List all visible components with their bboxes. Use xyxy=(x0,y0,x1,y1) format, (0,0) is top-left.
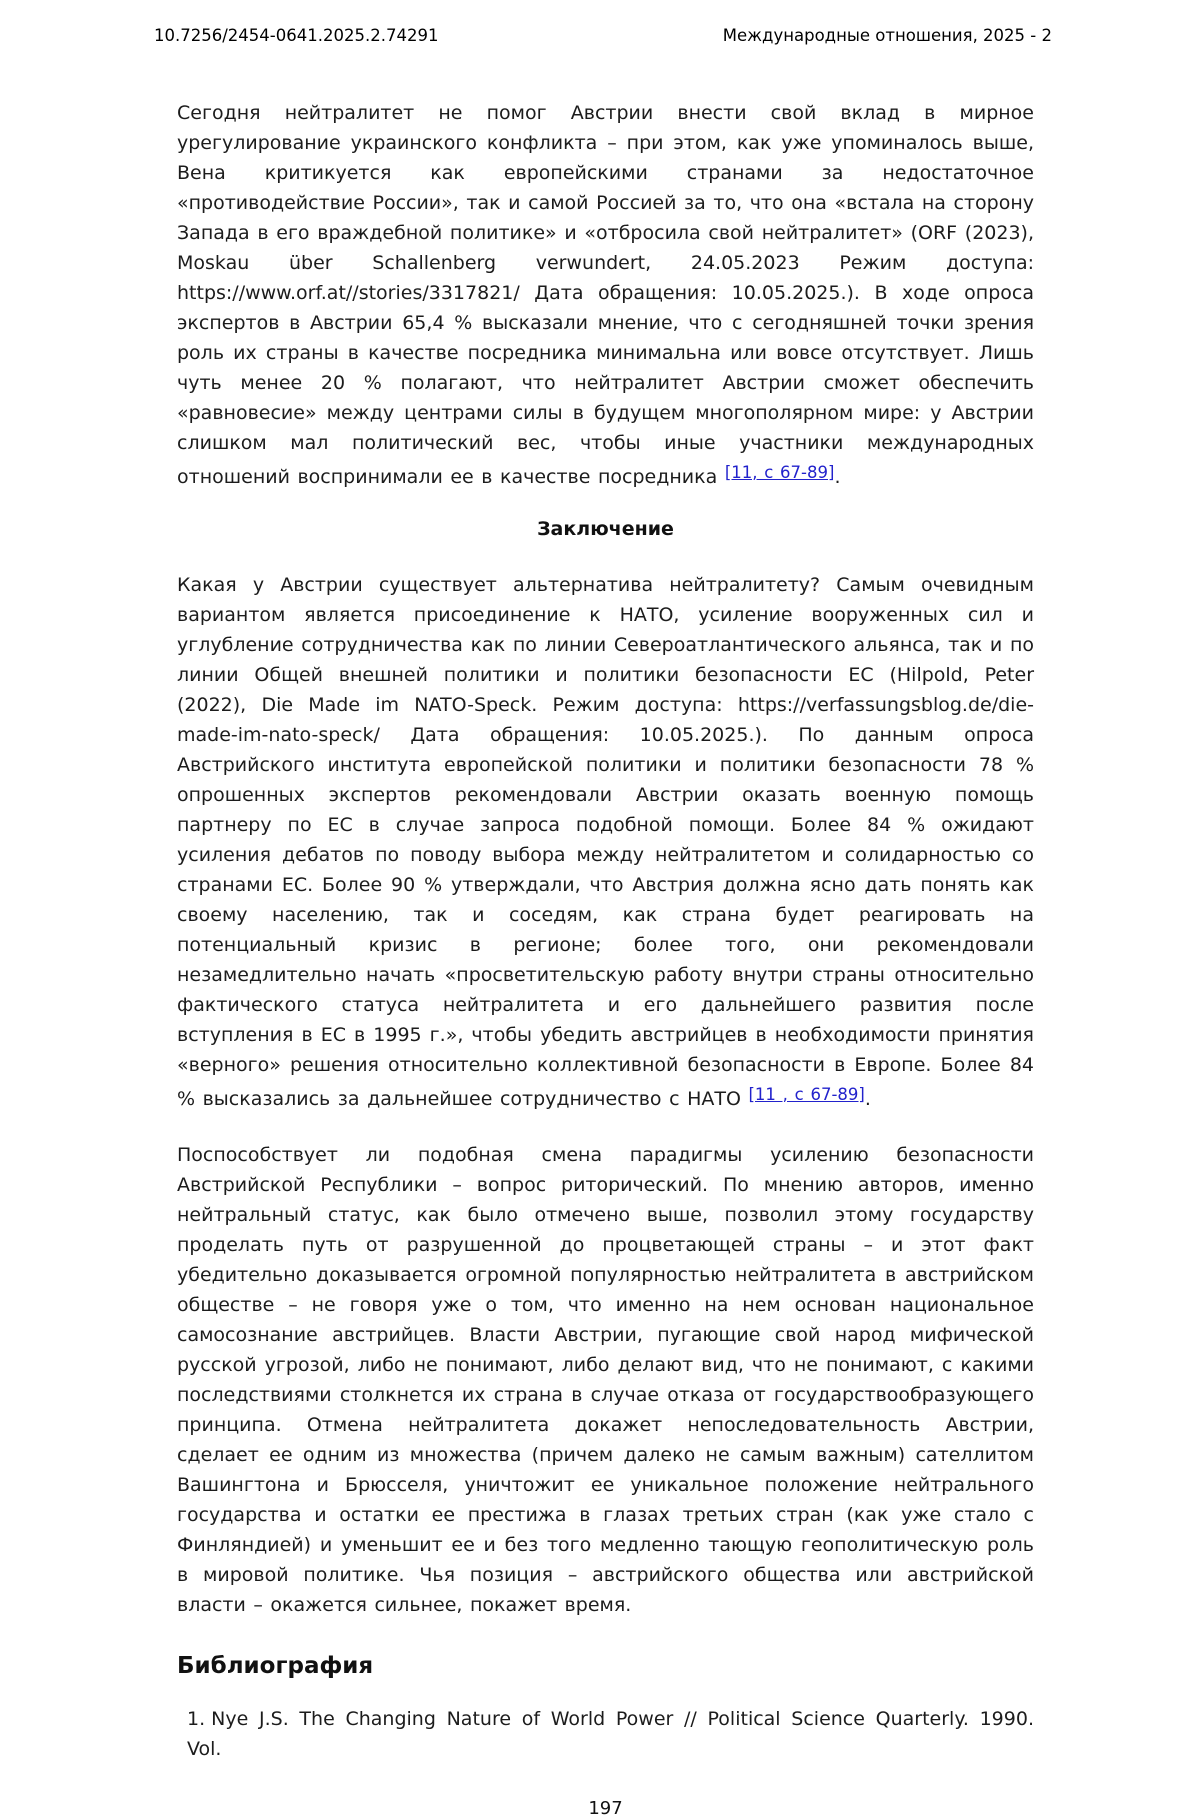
citation-link-1[interactable]: [11, с 67-89] xyxy=(724,463,835,482)
paragraph-1 xyxy=(177,98,1034,492)
paragraph-3: Поспособствует ли подобная смена парадигмы усилению безопасности Австрийской Республики – вопрос риторический. По мнению авторов, именно нейтральный статус, как было отмечено выше, позволил этому государству проделать путь от разрушенной до процветающей страны – и этот факт убедительно доказывается огромной популярностью нейтралитета в австрийском обществе – не говоря уже о том, что именно на нем основан национальное самосознание австрийцев. Власти Австрии, пугающие свой народ мифической русской угрозой, либо не понимают, либо делают вид, что не понимают, с какими последствиями столкнется их страна в случае отказа от государствообразующего принципа. Отмена нейтралитета докажет непоследовательность Австрии, сделает ее одним из множества (причем далеко не самым важным) сателлитом Вашингтона и Брюсселя, уничтожит ее уникальное положение нейтрального государства и остатки ее престижа в глазах третьих стран (как уже стало с Финляндией) и уменьшит ее и без того медленно тающую геополитическую роль в мировой политике. Чья позиция – австрийского общества или австрийской власти – окажется сильнее, покажет время. xyxy=(177,1144,1034,1616)
citation-link-2[interactable]: [11 , с 67-89] xyxy=(748,1085,865,1104)
paragraph-1-period: . xyxy=(834,466,841,488)
reference-number: 1. xyxy=(187,1708,206,1730)
reference-text: Nye J.S. The Changing Nature of World Power // Political Science Quarterly. 1990. Vol. xyxy=(187,1708,1034,1760)
bibliography-heading: Библиография xyxy=(177,1653,374,1679)
page-number: 197 xyxy=(588,1798,623,1819)
paragraph-2-text: Какая у Австрии существует альтернатива нейтралитету? Самым очевидным вариантом является присоединение к НАТО, усиление вооруженных сил и углубление сотрудничества как по линии Североатлантического альянса, так и по линии Общей внешней политики и политики безопасности ЕС (Hilpold, Peter (2022), Die Made im NATO-Speck. Режим доступа: https://verfassungsblog.de/die-made-im-nato-speck/ Дата обращения: 10.05.2025.). По данным опроса Австрийского института европейской политики и политики безопасности 78 % опрошенных экспертов рекомендовали Австрии оказать военную помощь партнеру по ЕС в случае запроса подобной помощи. Более 84 % ожидают усиления дебатов по поводу выбора между нейтралитетом и солидарностью со странами ЕС. Более 90 % утверждали, что Австрия должна ясно дать понять как своему населению, так и соседям, как страна будет реагировать на потенциальный кризис в регионе; более того, они рекомендовали незамедлительно начать «просветительскую работу внутри страны относительно фактического статуса нейтралитета и его дальнейшего развития после вступления в ЕС в 1995 г.», чтобы убедить австрийцев в необходимости принятия «верного» решения относительно коллективной безопасности в Европе. Более 84 % высказались за дальнейшее сотрудничество с НАТО xyxy=(177,574,1034,1110)
article-body xyxy=(177,98,1034,1819)
conclusion-heading: Заключение xyxy=(537,518,674,540)
page-header xyxy=(0,0,1200,46)
doi-text: 10.7256/2454-0641.2025.2.74291 xyxy=(154,26,439,45)
paragraph-2 xyxy=(177,570,1034,1114)
reference-item xyxy=(177,1704,1034,1764)
journal-title: Международные отношения, 2025 - 2 xyxy=(722,26,1052,45)
paragraph-2-period: . xyxy=(864,1088,871,1110)
paragraph-1-text: Сегодня нейтралитет не помог Австрии внести свой вклад в мирное урегулирование украинского конфликта – при этом, как уже упоминалось выше, Вена критикуется как европейскими странами за недостаточное «противодействие России», так и самой Россией за то, что она «встала на сторону Запада в его враждебной политике» и «отбросила свой нейтралитет» (ORF (2023), Moskau über Schallenberg verwundert, 24.05.2023 Режим доступа: https://www.orf.at//stories/3317821/ Дата обращения: 10.05.2025.). В ходе опроса экспертов в Австрии 65,4 % высказали мнение, что с сегодняшней точки зрения роль их страны в качестве посредника минимальна или вовсе отсутствует. Лишь чуть менее 20 % полагают, что нейтралитет Австрии сможет обеспечить «равновесие» между центрами силы в будущем многополярном мире: у Австрии слишком мал политический вес, чтобы иные участники международных отношений воспринимали ее в качестве посредника xyxy=(177,102,1034,488)
